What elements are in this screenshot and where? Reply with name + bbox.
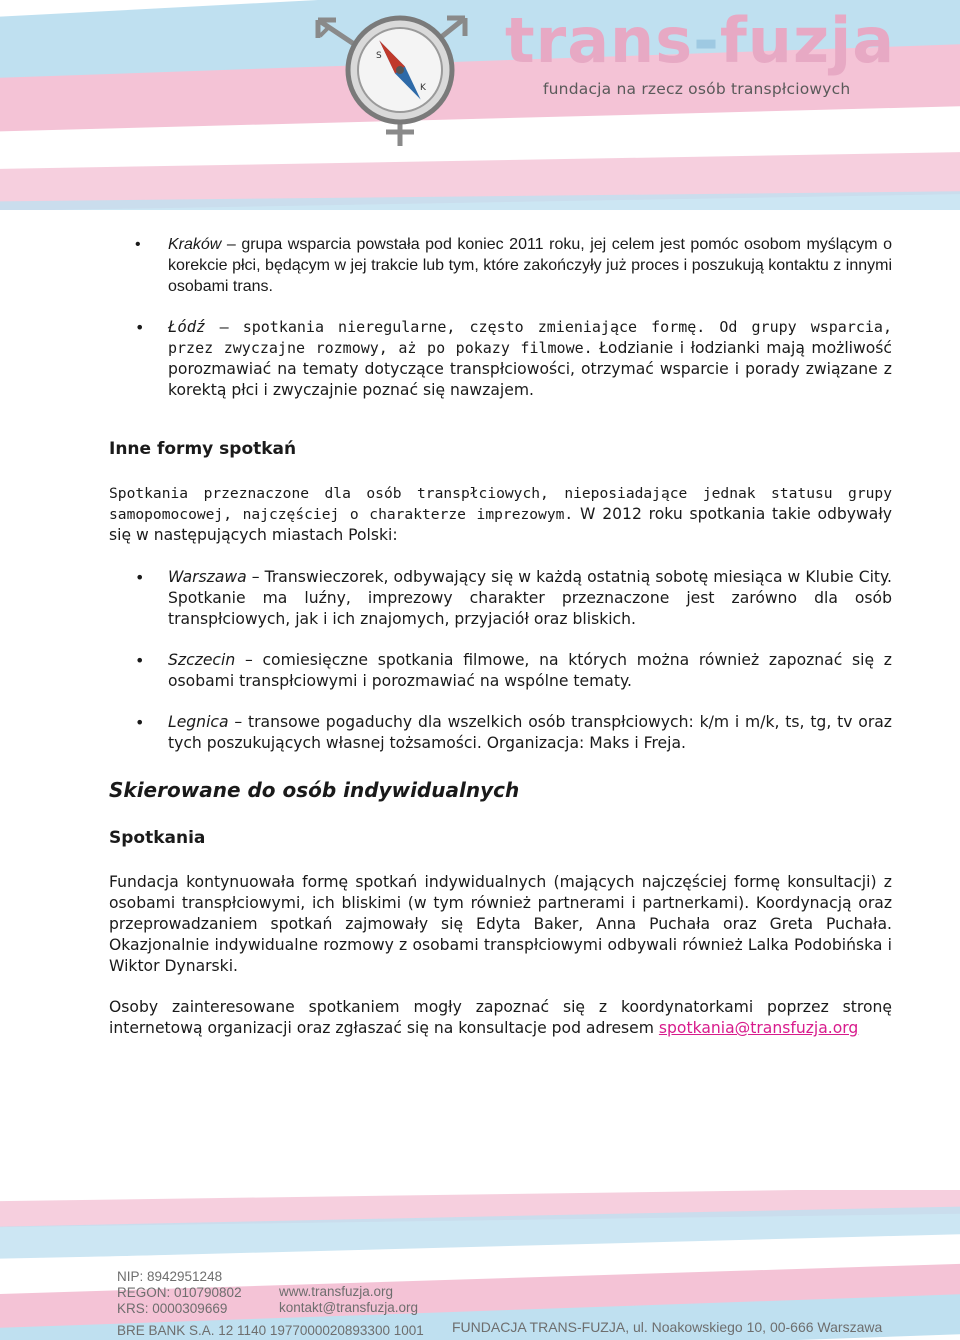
contact-email[interactable]: kontakt@transfuzja.org bbox=[279, 1300, 419, 1315]
logo bbox=[505, 4, 896, 98]
bullet-icon: • bbox=[135, 651, 145, 670]
regon-number: REGON: 010790802 bbox=[117, 1285, 242, 1300]
list-item: • Szczecin – comiesięczne spotkania filmowe, na których można również zapoznać się z osobami transpłciowymi i porozmawiać na wspólne tematy. bbox=[135, 651, 892, 690]
bullet-icon: • bbox=[135, 568, 145, 587]
paragraph: Osoby zainteresowane spotkaniem mogły zapoznać się z koordynatorkami poprzez stronę internetową organizacji oraz zgłaszać się na konsultacje pod adresem spotkania@transfuzja.org bbox=[109, 998, 892, 1037]
website-link[interactable]: www.transfuzja.org bbox=[279, 1284, 394, 1299]
logo-wordmark: trans-fuzja bbox=[505, 4, 896, 77]
support-groups-list bbox=[109, 234, 892, 401]
svg-text:K: K bbox=[420, 83, 426, 93]
logo-subtitle: fundacja na rzecz osób transpłciowych bbox=[543, 80, 851, 98]
foundation-address: FUNDACJA TRANS-FUZJA, ul. Noakowskiego 10, 00-666 Warszawa bbox=[452, 1319, 883, 1335]
city-name: Łódź bbox=[168, 318, 206, 336]
list-item: • Legnica – transowe pogaduchy dla wszelkich osób transpłciowych: k/m i m/k, ts, tg, tv oraz tych poszukujących własnej tożsamości. Organizacja: Maks i Freja. bbox=[135, 713, 892, 752]
svg-text:S: S bbox=[376, 51, 382, 61]
bank-account: BRE BANK S.A. 12 1140 1977000020893300 1001 bbox=[117, 1323, 424, 1338]
section-title: Skierowane do osób indywidualnych bbox=[109, 778, 520, 802]
bullet-icon: • bbox=[135, 713, 145, 732]
email-link[interactable]: spotkania@transfuzja.org bbox=[658, 1019, 859, 1037]
footer-registry bbox=[117, 1269, 242, 1317]
subsection-heading: Spotkania bbox=[109, 828, 206, 848]
list-item: • Warszawa – Transwieczorek, odbywający się w każdą ostatnią sobotę miesiąca w Klubie City. Spotkanie ma luźny, imprezowy charakter przeznaczone jest zarówno dla osób transpłciowych, jak i ich znajomych, przyjaciół oraz bliskich. bbox=[135, 568, 892, 628]
city-name: Kraków bbox=[168, 236, 222, 253]
document-body bbox=[109, 232, 892, 1039]
footer-contact bbox=[279, 1284, 418, 1316]
section-heading: Inne formy spotkań bbox=[109, 439, 297, 459]
krs-number: KRS: 0000309669 bbox=[117, 1301, 228, 1316]
list-item: • Łódź – spotkania nieregularne, często zmieniające formę. Od grupy wsparcia, przez zwyczajne rozmowy, aż po pokazy filmowe. Łodzianie i łodzianki mają możliwość porozmawiać na tematy dotyczące transpłciowości, otrzymać wsparcie i porady związane z korektą płci i zwyczajnie poznać się nawzajem. bbox=[135, 318, 892, 399]
list-item: • Kraków – grupa wsparcia powstała pod koniec 2011 roku, jej celem jest pomóc osobom myślącym o korekcie płci, będącym w jej trakcie lub tym, które zakończyły już proces i poszukują kontaktu z innymi osobami trans. bbox=[135, 236, 892, 295]
nip-number: NIP: 8942951248 bbox=[117, 1269, 223, 1284]
footer-background bbox=[0, 1190, 960, 1340]
section-intro: Spotkania przeznaczone dla osób transpłciowych, nieposiadające jednak statusu grupy samopomocowej, najczęściej o charakterze imprezowym. W 2012 roku spotkania takie odbywały się w następujących miastach Polski: bbox=[109, 485, 892, 544]
bullet-icon: • bbox=[135, 236, 141, 253]
city-name: Legnica bbox=[168, 713, 229, 731]
city-name: Szczecin bbox=[168, 651, 236, 669]
compass-logo-icon bbox=[300, 8, 500, 152]
city-name: Warszawa bbox=[168, 568, 247, 586]
paragraph: Fundacja kontynuowała formę spotkań indywidualnych (mających najczęściej formę konsultacji) z osobami transpłciowymi, ich bliskimi (w tym również partnerami i partnerkami). Koordynacją oraz przeprowadzaniem spotkań zajmowały się Edyta Baker, Anna Puchała oraz Greta Puchała. Okazjonalnie indywidualne rozmowy z osobami transpłciowymi odbywali również Lalka Podobińska i Wiktor Dynarski. bbox=[109, 873, 892, 975]
bullet-icon: • bbox=[135, 318, 145, 337]
other-meetings-list bbox=[109, 567, 892, 754]
